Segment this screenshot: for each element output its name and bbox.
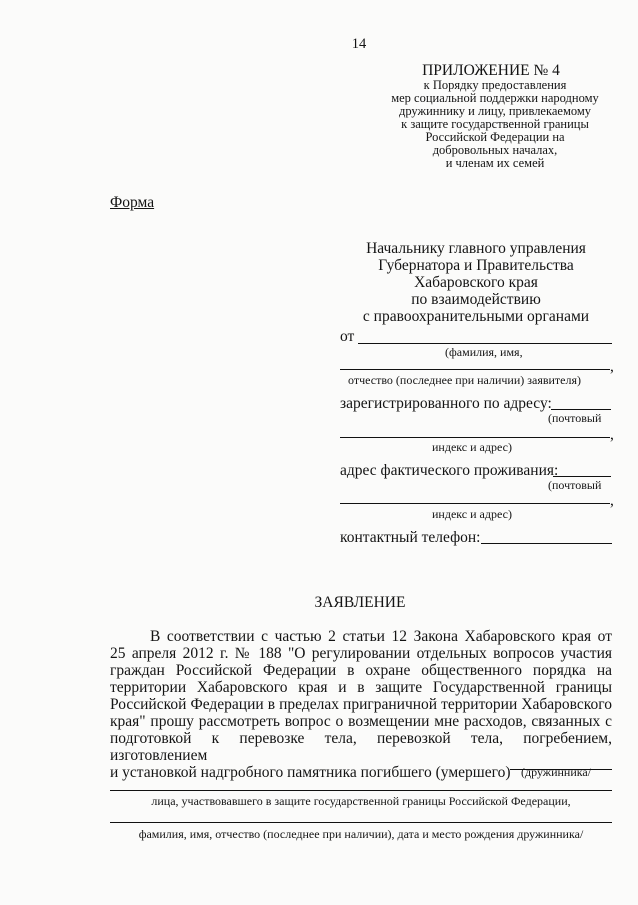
phone-label: контактный телефон: xyxy=(340,529,481,546)
from-name-line[interactable] xyxy=(358,343,612,344)
patronymic-line[interactable] xyxy=(340,369,610,370)
registered-address-label: зарегистрированного по адресу: xyxy=(340,395,552,412)
actual-address-line-2[interactable] xyxy=(340,503,610,504)
document-heading: ЗАЯВЛЕНИЕ xyxy=(314,594,406,611)
appendix-line: добровольных началах, xyxy=(432,143,558,157)
caption-postal: (почтовый xyxy=(548,411,602,425)
appendix-block xyxy=(380,62,610,170)
caption-patronymic: отчество (последнее при наличии) заявителя) xyxy=(348,373,582,387)
caption-druzhinnik: (дружинника/ xyxy=(521,765,592,779)
registered-address-line[interactable] xyxy=(551,409,611,410)
actual-address-label: адрес фактического проживания: xyxy=(340,462,559,479)
addressee-line: Губернатора и Правительства xyxy=(378,257,574,274)
appendix-line: к Порядку предоставления xyxy=(423,78,567,92)
actual-address-line[interactable] xyxy=(553,476,611,477)
addressee-line: по взаимодействию xyxy=(411,291,541,308)
statement-paragraph xyxy=(110,628,612,781)
appendix-line: Российской Федерации на xyxy=(425,130,565,144)
addressee-block xyxy=(340,240,612,325)
caption-postal: (почтовый xyxy=(548,478,602,492)
paragraph-line: подготовкой к перевозке тела, перевозкой тела, погребением, изготовлением xyxy=(110,730,612,764)
paragraph-line: территории Хабаровского края и в защите Государственной границы xyxy=(110,679,612,696)
comma: , xyxy=(610,492,614,509)
appendix-line: и членам их семей xyxy=(445,156,545,170)
paragraph-line: края" прошу рассмотреть вопрос о возмещении мне расходов, связанных с xyxy=(110,713,612,730)
caption-index-address: индекс и адрес) xyxy=(432,440,512,454)
from-label: от xyxy=(340,328,355,345)
appendix-line: дружиннику и лицу, привлекаемому xyxy=(398,104,592,118)
appendix-line: к защите государственной границы xyxy=(401,117,589,131)
addressee-line: с правоохранительными органами xyxy=(362,308,590,325)
addressee-line: Хабаровского края xyxy=(414,274,538,291)
border-person-line[interactable] xyxy=(110,790,612,791)
caption-border-person: лица, участвовавшего в защите государственной границы Российской Федерации, xyxy=(151,794,571,808)
page-number: 14 xyxy=(351,36,367,52)
paragraph-line: и установкой надгробного памятника погибшего (умершего) xyxy=(110,764,511,781)
phone-line[interactable] xyxy=(481,543,612,544)
form-label: Форма xyxy=(110,194,155,211)
appendix-title: ПРИЛОЖЕНИЕ № 4 xyxy=(422,62,560,79)
caption-fio-birth: фамилия, имя, отчество (последнее при наличии), дата и место рождения дружинника/ xyxy=(138,827,584,841)
paragraph-line: граждан Российской Федерации в охране общественного порядка на xyxy=(110,662,612,679)
paragraph-line: Российской Федерации в пределах приграничной территории Хабаровского xyxy=(110,696,612,713)
comma: , xyxy=(610,358,614,375)
caption-index-address: индекс и адрес) xyxy=(432,507,512,521)
caption-name: (фамилия, имя, xyxy=(445,345,523,359)
appendix-line: мер социальной поддержки народному xyxy=(391,91,599,105)
registered-address-line-2[interactable] xyxy=(340,437,610,438)
paragraph-line: 25 апреля 2012 г. № 188 "О регулировании отдельных вопросов участия xyxy=(110,645,612,662)
paragraph-line: В соответствии с частью 2 статьи 12 Закона Хабаровского края от xyxy=(150,628,612,645)
fio-birth-line[interactable] xyxy=(110,822,612,823)
comma: , xyxy=(610,426,614,443)
addressee-line: Начальнику главного управления xyxy=(366,240,586,257)
